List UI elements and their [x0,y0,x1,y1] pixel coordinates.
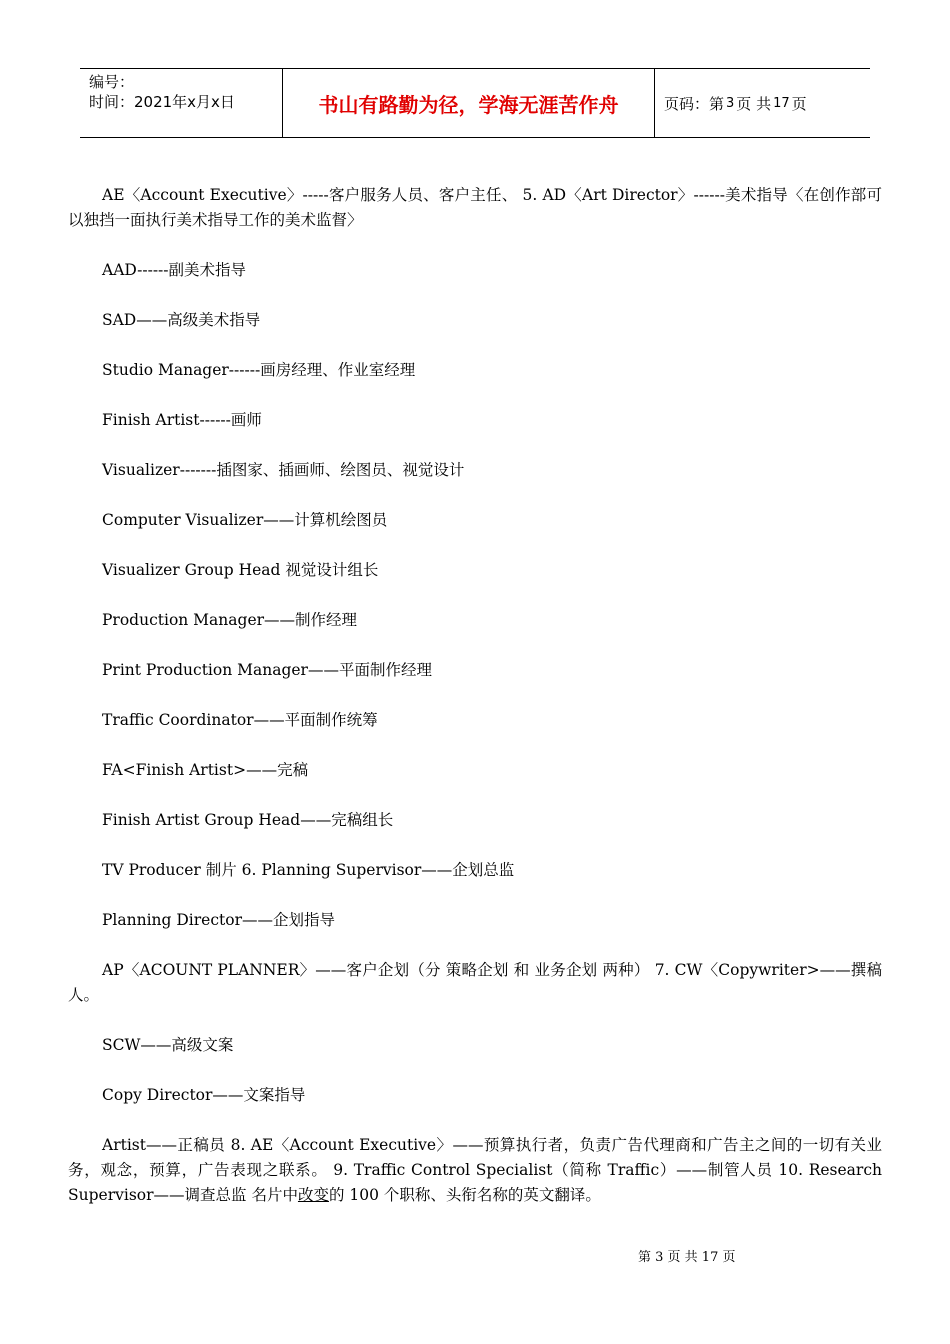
page-total: 17 [773,95,790,111]
paragraph: Finish Artist------画师 [102,411,262,429]
paragraph: Visualizer-------插图家、插画师、绘图员、视觉设计 [102,461,465,479]
last-paragraph [68,1133,882,1208]
serial-number-label: 编号： [89,73,135,91]
underlined-word: 改变 [297,1186,329,1204]
page-current: 3 [726,95,735,111]
page-suffix: 页 [791,94,807,113]
header-meta [80,69,282,137]
paragraph: AE〈Account Executive〉-----客户服务人员、客户主任、 5. AD〈Art Director〉------美术指导〈在创作部可以独挡一面执行美术指导工作的美术监督〉 [68,186,882,229]
paragraph: TV Producer 制片 6. Planning Supervisor——企划总监 [102,861,515,879]
date-label: 时间：2021年x月x日 [89,93,235,111]
paragraph: Planning Director——企划指导 [102,911,335,929]
header-motto: 书山有路勤为径，学海无涯苦作舟 [282,69,655,137]
paragraph: Computer Visualizer——计算机绘图员 [102,511,388,529]
footer-page-number: 第 3 页 共 17 页 [638,1250,736,1265]
page-mid: 页 共 [736,94,772,113]
paragraph: Visualizer Group Head 视觉设计组长 [102,561,379,579]
paragraph: AP〈ACOUNT PLANNER〉——客户企划（分 策略企划 和 业务企划 两种） 7. CW〈Copywriter>——撰稿人。 [68,961,882,1004]
paragraph: Production Manager——制作经理 [102,611,358,629]
paragraph: Print Production Manager——平面制作经理 [102,661,432,679]
last-paragraph-text: Artist——正稿员 8. AE〈Account Executive〉——预算执行者，负责广告代理商和广告主之间的一切有关业务，观念，预算，广告表现之联系。 9. Traffic Control Specialist（简称 Traffic）——制管人员 10. Research Supervisor——调查总监 名片中 [68,1136,882,1204]
paragraph: AAD------副美术指导 [102,261,247,279]
paragraph: Traffic Coordinator——平面制作统筹 [102,711,378,729]
paragraph: Finish Artist Group Head——完稿组长 [102,811,394,829]
document-body [68,183,882,1233]
paragraph: SAD——高级美术指导 [102,311,261,329]
last-paragraph-tail: 的 100 个职称、头衔名称的英文翻译。 [328,1186,601,1204]
page-prefix: 页码：第 [664,94,725,113]
paragraph: Studio Manager------画房经理、作业室经理 [102,361,416,379]
paragraph: Copy Director——文案指导 [102,1086,306,1104]
paragraph: SCW——高级文案 [102,1036,234,1054]
header-page-info [655,69,870,137]
page-header [80,68,870,138]
paragraph: FA<Finish Artist>——完稿 [102,761,309,779]
